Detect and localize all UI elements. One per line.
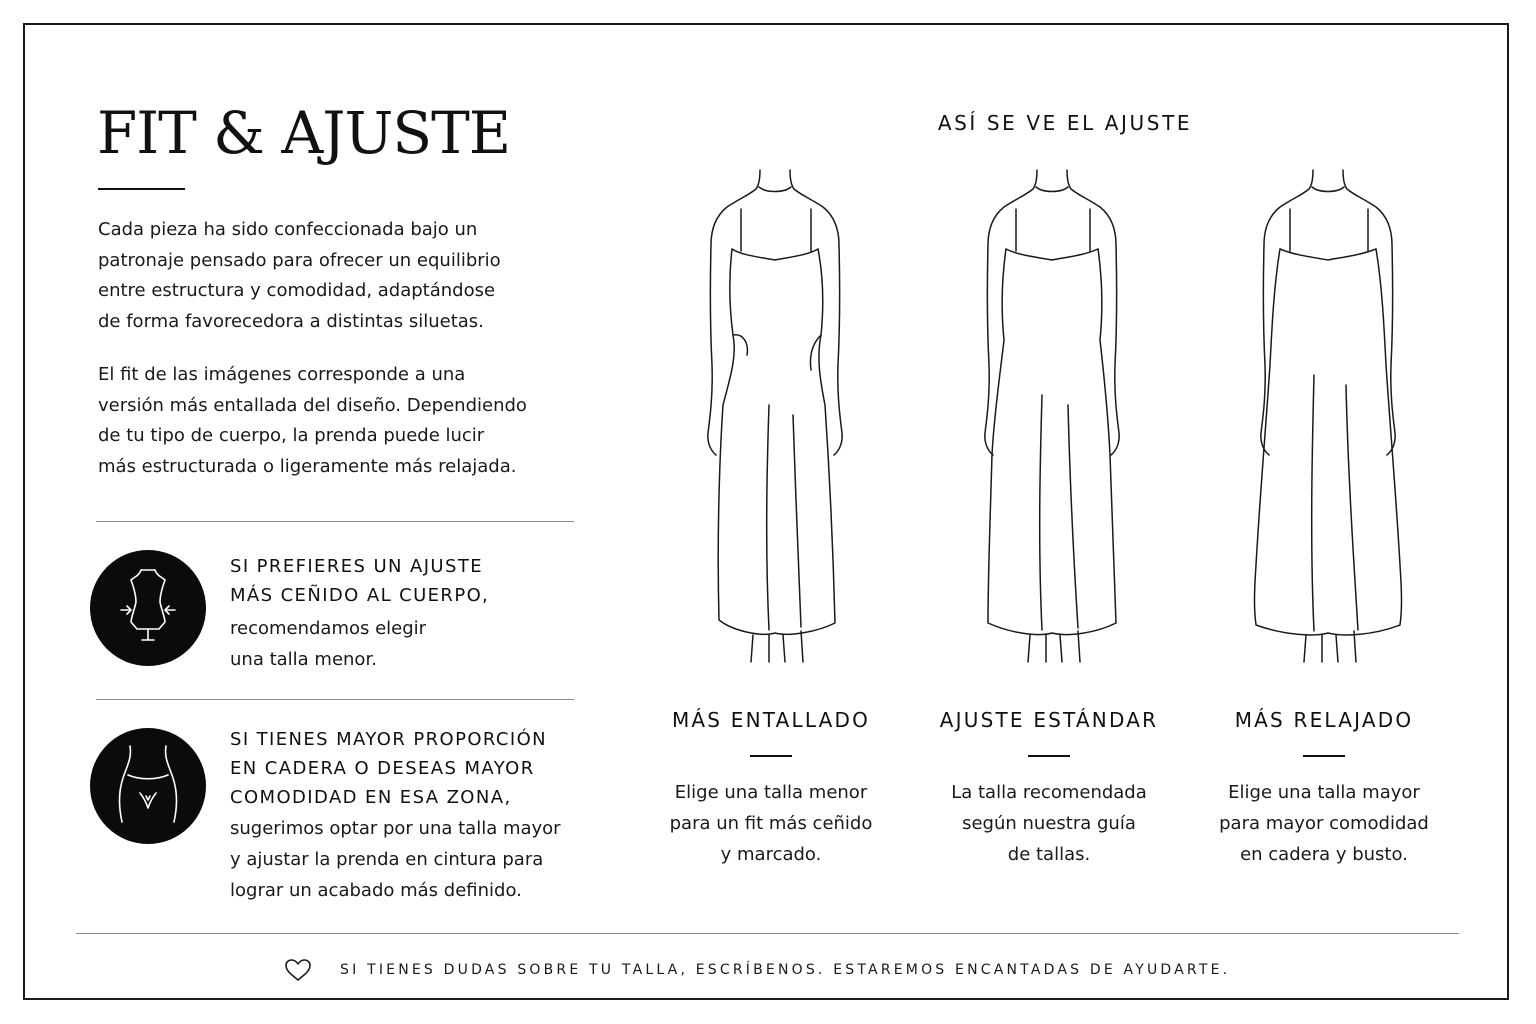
footer-message: SI TIENES DUDAS SOBRE TU TALLA, ESCRÍBENOS. ESTAREMOS ENCANTADAS DE AYUDARTE. (340, 962, 1231, 978)
intro-paragraph-2: El fit de las imágenes corresponde a una versión más entallada del diseño. Dependiendo de tu tipo de cuerpo, la prenda puede lucir más estructurada o ligeramente más relajada. (98, 364, 527, 477)
fit-option-standard (909, 705, 1189, 870)
intro-paragraph-1: Cada pieza ha sido confeccionada bajo un patronaje pensado para ofrecer un equilibrio entre estructura y comodidad, adaptándose de forma favorecedora a distintas siluetas. (98, 219, 501, 332)
tip-tighter-body: recomendamos elegir una talla menor. (230, 618, 427, 670)
divider-top (96, 521, 574, 522)
page-title: FIT & AJUSTE (97, 99, 511, 167)
heart-icon (284, 958, 312, 982)
fit-desc-standard: La talla recomendada según nuestra guía de tallas. (951, 782, 1147, 865)
hips-silhouette-icon (90, 728, 206, 844)
mannequin-arrows-icon (90, 550, 206, 666)
footer-divider (76, 933, 1459, 934)
tip-hips-heading: SI TIENES MAYOR PROPORCIÓN EN CADERA O DESEAS MAYOR COMODIDAD EN ESA ZONA, (230, 729, 548, 808)
fit-rule-fitted (750, 755, 792, 757)
title-underline (98, 188, 185, 190)
fit-section-heading: ASÍ SE VE EL AJUSTE (937, 111, 1193, 135)
footer (284, 958, 1230, 982)
fit-label-standard: AJUSTE ESTÁNDAR (939, 708, 1159, 732)
fit-option-relaxed (1184, 705, 1464, 870)
tip-hips-body: sugerimos optar por una talla mayor y ajustar la prenda en cintura para lograr un acabado más definido. (230, 818, 561, 901)
fit-desc-fitted: Elige una talla menor para un fit más ceñido y marcado. (669, 782, 873, 865)
tip-hips (230, 725, 580, 906)
fit-rule-relaxed (1303, 755, 1345, 757)
fit-desc-relaxed: Elige una talla mayor para mayor comodidad en cadera y busto. (1219, 782, 1429, 865)
fit-option-fitted (631, 705, 911, 870)
fit-label-fitted: MÁS ENTALLADO (671, 708, 871, 732)
dress-standard-illustration (938, 165, 1158, 670)
dress-fitted-illustration (661, 165, 881, 670)
fit-label-relaxed: MÁS RELAJADO (1234, 708, 1414, 732)
fit-rule-standard (1028, 755, 1070, 757)
tip-tighter-fit (230, 552, 580, 675)
divider-middle (96, 699, 574, 700)
dress-relaxed-illustration (1214, 165, 1434, 670)
tip-tighter-heading: SI PREFIERES UN AJUSTE MÁS CEÑIDO AL CUERPO, (230, 556, 490, 606)
